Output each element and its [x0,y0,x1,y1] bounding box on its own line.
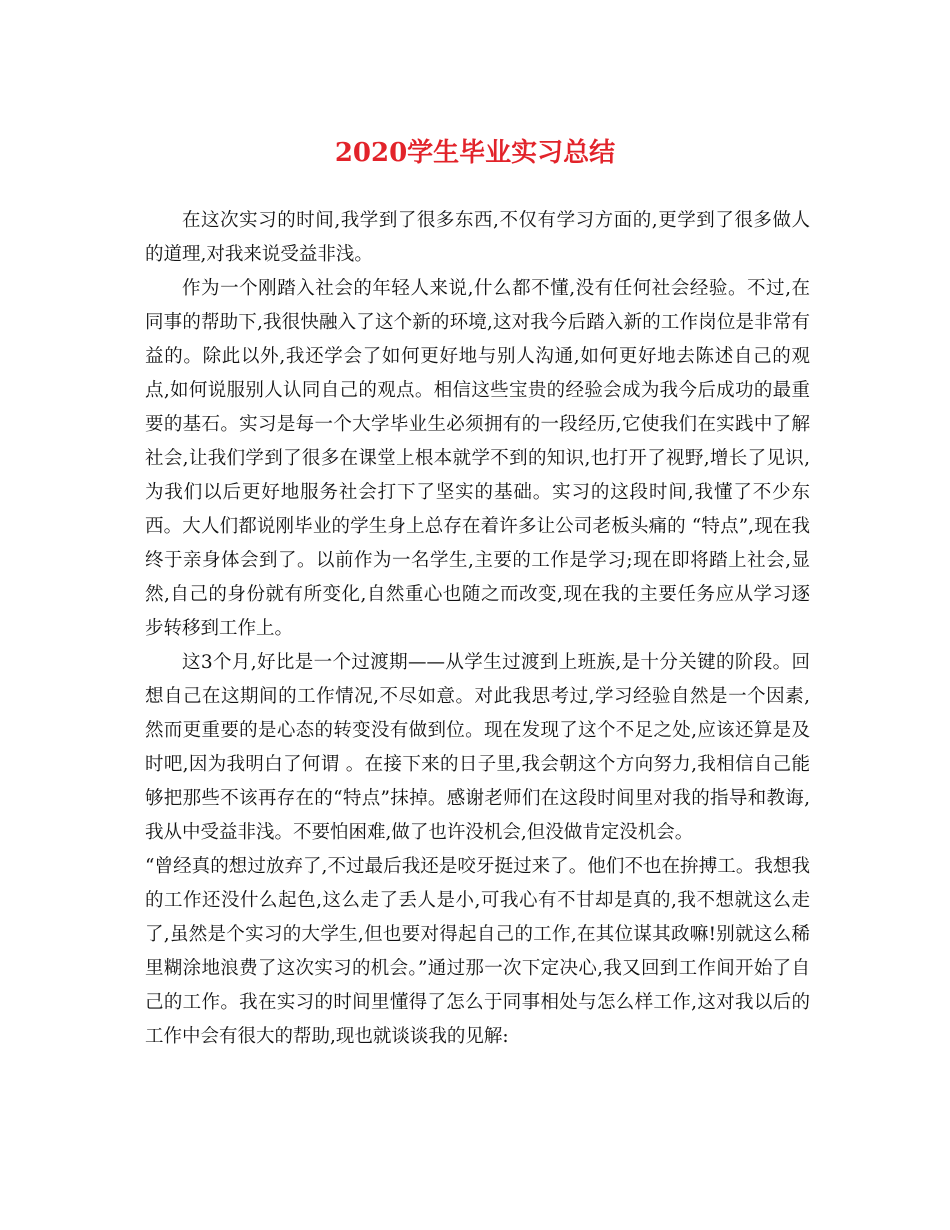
document-body [145,204,810,1054]
paragraph-3: 这3个月,好比是一个过渡期——从学生过渡到上班族,是十分关键的阶段。回想自己在这期间的工作情况,不尽如意。对此我思考过,学习经验自然是一个因素,然而更重要的是心态的转变没有做到位。现在发现了这个不足之处,应该还算是及时吧,因为我明白了何谓 。在接下来的日子里,我会朝这个方向努力,我相信自己能够把那些不该再存在的“特点”抹掉。感谢老师们在这段时间里对我的指导和教诲,我从中受益非浅。不要怕困难,做了也许没机会,但没做肯定没机会。 [145,652,810,843]
paragraph-1: 在这次实习的时间,我学到了很多东西,不仅有学习方面的,更学到了很多做人的道理,对我来说受益非浅。 [145,210,810,265]
paragraph-2: 作为一个刚踏入社会的年轻人来说,什么都不懂,没有任何社会经验。不过,在同事的帮助下,我很快融入了这个新的环境,这对我今后踏入新的工作岗位是非常有益的。除此以外,我还学会了如何更好地与别人沟通,如何更好地去陈述自己的观点,如何说服别人认同自己的观点。相信这些宝贵的经验会成为我今后成功的最重要的基石。实习是每一个大学毕业生必须拥有的一段经历,它使我们在实践中了解社会,让我们学到了很多在课堂上根本就学不到的知识,也打开了视野,增长了见识,为我们以后更好地服务社会打下了坚实的基础。实习的这段时间,我懂了不少东西。大人们都说刚毕业的学生身上总存在着许多让公司老板头痛的 “特点”,现在我终于亲身体会到了。以前作为一名学生,主要的工作是学习;现在即将踏上社会,显然,自己的身份就有所变化,自然重心也随之而改变,现在我的主要任务应从学习逐步转移到工作上。 [145,278,810,639]
paragraph-4: “曾经真的想过放弃了,不过最后我还是咬牙挺过来了。他们不也在拚搏工。我想我的工作还没什么起色,这么走了丢人是小,可我心有不甘却是真的,我不想就这么走了,虽然是个实习的大学生,但也要对得起自己的工作,在其位谋其政嘛!别就这么稀里糊涂地浪费了这次实习的机会。”通过那一次下定决心,我又回到工作间开始了自己的工作。我在实习的时间里懂得了怎么于同事相处与怎么样工作,这对我以后的工作中会有很大的帮助,现也就谈谈我的见解: [145,856,810,1047]
document-title: 2020学生毕业实习总结 [334,138,616,168]
